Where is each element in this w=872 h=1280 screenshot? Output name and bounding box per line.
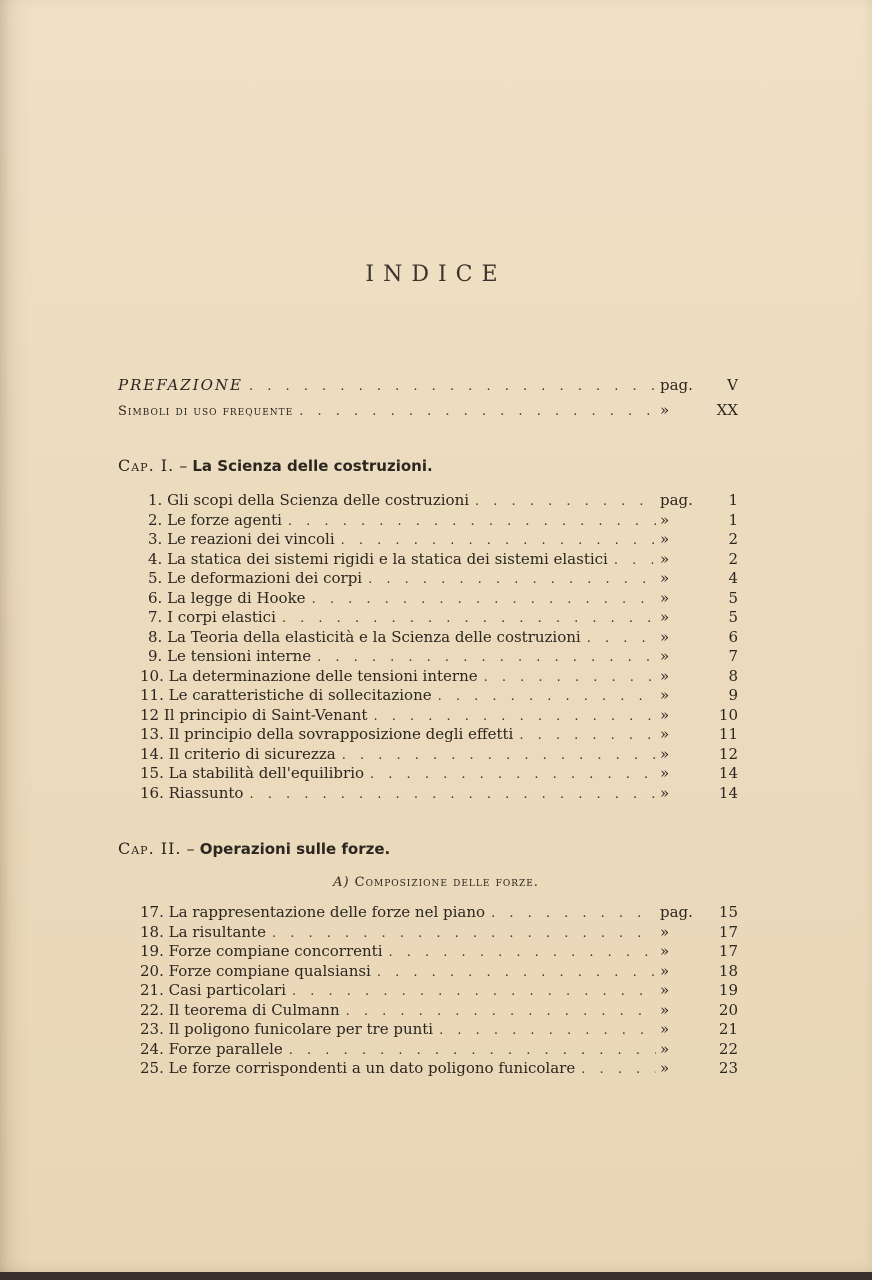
section-heading	[0, 875, 872, 890]
toc-row	[148, 569, 738, 589]
toc-pag: »	[660, 705, 670, 724]
toc-label: 19. Forze compiane concorrenti	[140, 942, 383, 960]
toc-label: 23. Il poligono funicolare per tre punti	[140, 1020, 434, 1038]
toc-page-number: 19	[718, 981, 738, 999]
leader-dots	[299, 404, 656, 419]
toc-page-number: 23	[718, 1059, 738, 1077]
toc-pag: »	[660, 608, 670, 626]
toc-page-number: 6	[728, 627, 738, 646]
leader-dots	[484, 670, 656, 685]
toc-row	[148, 491, 738, 511]
toc-row	[140, 962, 738, 982]
toc-pag: »	[660, 666, 670, 685]
toc-label: 4. La statica dei sistemi rigidi e la statica dei sistemi elastici	[148, 549, 608, 568]
toc-row-prefazione	[118, 376, 738, 396]
chapter-dash: –	[186, 839, 195, 858]
leader-dots	[373, 709, 656, 724]
chapter-title: La Scienza delle costruzioni.	[192, 457, 433, 475]
toc-label: 5. Le deformazioni dei corpi	[148, 569, 363, 587]
toc-page-number: 22	[718, 1039, 738, 1058]
toc-row	[148, 628, 738, 648]
toc-pag: »	[660, 647, 670, 665]
leader-dots	[438, 689, 656, 704]
toc-page-number: 7	[728, 647, 738, 665]
toc-label: 10. La determinazione delle tensioni interne	[140, 666, 478, 685]
page-bottom-edge	[0, 1272, 872, 1280]
toc-page-number: 21	[718, 1020, 738, 1038]
toc-pag: pag.	[660, 376, 693, 394]
toc-row	[140, 686, 738, 706]
toc-row	[140, 903, 738, 923]
chapter-heading-2	[118, 839, 390, 858]
toc-label: Simboli di uso frequente	[118, 404, 294, 419]
toc-row	[148, 647, 738, 667]
toc-pag: »	[660, 961, 670, 980]
toc-page-number: 17	[718, 922, 738, 941]
toc-page-number: 5	[728, 588, 738, 607]
leader-dots	[272, 926, 656, 941]
toc-pag: »	[660, 1020, 670, 1038]
toc-row	[148, 530, 738, 550]
toc-pag: »	[660, 401, 670, 419]
leader-dots	[377, 965, 656, 980]
toc-pag: »	[660, 764, 670, 782]
toc-pag: »	[660, 783, 670, 802]
toc-label: 17. La rappresentazione delle forze nel piano	[140, 903, 486, 921]
leader-dots	[292, 984, 656, 999]
toc-pag: pag.	[660, 491, 693, 509]
leader-dots	[341, 533, 656, 548]
toc-page-number: 1	[728, 510, 738, 529]
toc-label: 22. Il teorema di Culmann	[140, 1000, 340, 1019]
toc-page-number: 11	[718, 725, 738, 743]
chapter-number: Cap. II.	[118, 839, 182, 858]
toc-pag: pag.	[660, 903, 693, 921]
toc-row	[140, 745, 738, 765]
toc-page-number: 17	[718, 942, 738, 960]
toc-page-number: V	[727, 376, 738, 394]
toc-page-number: 14	[718, 783, 738, 802]
toc-pag: »	[660, 627, 670, 646]
toc-row	[148, 550, 738, 570]
leader-dots	[581, 1062, 656, 1077]
toc-page-number: 1	[728, 491, 738, 509]
toc-row	[140, 764, 738, 784]
toc-label: PREFAZIONE	[118, 376, 243, 394]
chapter-title: Operazioni sulle forze.	[199, 840, 391, 858]
leader-dots	[614, 553, 656, 568]
section-letter: A)	[333, 875, 350, 890]
toc-label: 3. Le reazioni dei vincoli	[148, 530, 335, 548]
toc-pag: »	[660, 1000, 670, 1019]
toc-page-number: 4	[728, 569, 738, 587]
toc-pag: »	[660, 686, 670, 704]
leader-dots	[368, 572, 656, 587]
leader-dots	[475, 494, 656, 509]
toc-label: 6. La legge di Hooke	[148, 588, 306, 607]
section-title: Composizione delle forze.	[354, 875, 539, 890]
toc-label: 24. Forze parallele	[140, 1039, 283, 1058]
toc-row	[140, 1040, 738, 1060]
toc-label: 14. Il criterio di sicurezza	[140, 744, 336, 763]
toc-label: 1. Gli scopi della Scienza delle costruzioni	[148, 491, 470, 509]
leader-dots	[342, 748, 656, 763]
leader-dots	[249, 787, 656, 802]
toc-row	[140, 725, 738, 745]
chapter-number: Cap. I.	[118, 456, 175, 475]
toc-row	[140, 1001, 738, 1021]
toc-pag: »	[660, 942, 670, 960]
toc-row-simboli	[118, 401, 738, 421]
toc-row	[140, 706, 738, 726]
chapter-dash: –	[179, 456, 188, 475]
toc-row	[140, 1059, 738, 1079]
toc-label: 20. Forze compiane qualsiansi	[140, 961, 371, 980]
leader-dots	[312, 592, 656, 607]
toc-row	[140, 667, 738, 687]
toc-row	[140, 923, 738, 943]
toc-page-number: 20	[718, 1000, 738, 1019]
toc-label: 13. Il principio della sovrapposizione degli effetti	[140, 725, 514, 743]
leader-dots	[288, 514, 656, 529]
toc-row	[140, 981, 738, 1001]
toc-label: 12 Il principio di Saint-Venant	[140, 705, 368, 724]
toc-label: 7. I corpi elastici	[148, 608, 276, 626]
leader-dots	[346, 1004, 656, 1019]
toc-pag: »	[660, 922, 670, 941]
toc-label: 18. La risultante	[140, 922, 266, 941]
toc-pag: »	[660, 569, 670, 587]
toc-label: 9. Le tensioni interne	[148, 647, 312, 665]
toc-page-number: 14	[718, 764, 738, 782]
toc-page-number: 9	[728, 686, 738, 704]
toc-row	[148, 608, 738, 628]
toc-page-number: 2	[728, 549, 738, 568]
toc-page-number: 8	[728, 666, 738, 685]
toc-label: 8. La Teoria della elasticità e la Scienza delle costruzioni	[148, 627, 581, 646]
toc-row	[148, 511, 738, 531]
leader-dots	[439, 1023, 656, 1038]
leader-dots	[389, 945, 657, 960]
toc-label: 15. La stabilità dell'equilibrio	[140, 764, 365, 782]
toc-pag: »	[660, 510, 670, 529]
toc-page-number: 5	[728, 608, 738, 626]
toc-page-number: 15	[718, 903, 738, 921]
toc-page-number: XX	[716, 401, 738, 419]
toc-row	[140, 1020, 738, 1040]
toc-row	[140, 784, 738, 804]
toc-pag: »	[660, 549, 670, 568]
toc-page-number: 18	[718, 961, 738, 980]
toc-page-number: 12	[718, 744, 738, 763]
chapter-heading-1	[118, 456, 433, 475]
toc-pag: »	[660, 588, 670, 607]
leader-dots	[249, 379, 656, 394]
leader-dots	[317, 650, 656, 665]
toc-pag: »	[660, 725, 670, 743]
toc-label: 21. Casi particolari	[140, 981, 286, 999]
toc-row	[148, 589, 738, 609]
page-title: INDICE	[365, 262, 507, 287]
toc-label: 16. Riassunto	[140, 783, 244, 802]
toc-label: 11. Le caratteristiche di sollecitazione	[140, 686, 432, 704]
leader-dots	[587, 631, 656, 646]
toc-pag: »	[660, 530, 670, 548]
toc-pag: »	[660, 1039, 670, 1058]
toc-pag: »	[660, 981, 670, 999]
leader-dots	[491, 906, 656, 921]
leader-dots	[370, 767, 656, 782]
leader-dots	[282, 611, 656, 626]
toc-page-number: 10	[718, 705, 738, 724]
toc-pag: »	[660, 1059, 670, 1077]
leader-dots	[519, 728, 656, 743]
toc-pag: »	[660, 744, 670, 763]
toc-label: 25. Le forze corrispondenti a un dato poligono funicolare	[140, 1059, 576, 1077]
toc-row	[140, 942, 738, 962]
toc-label: 2. Le forze agenti	[148, 510, 282, 529]
toc-page-number: 2	[728, 530, 738, 548]
leader-dots	[289, 1043, 656, 1058]
